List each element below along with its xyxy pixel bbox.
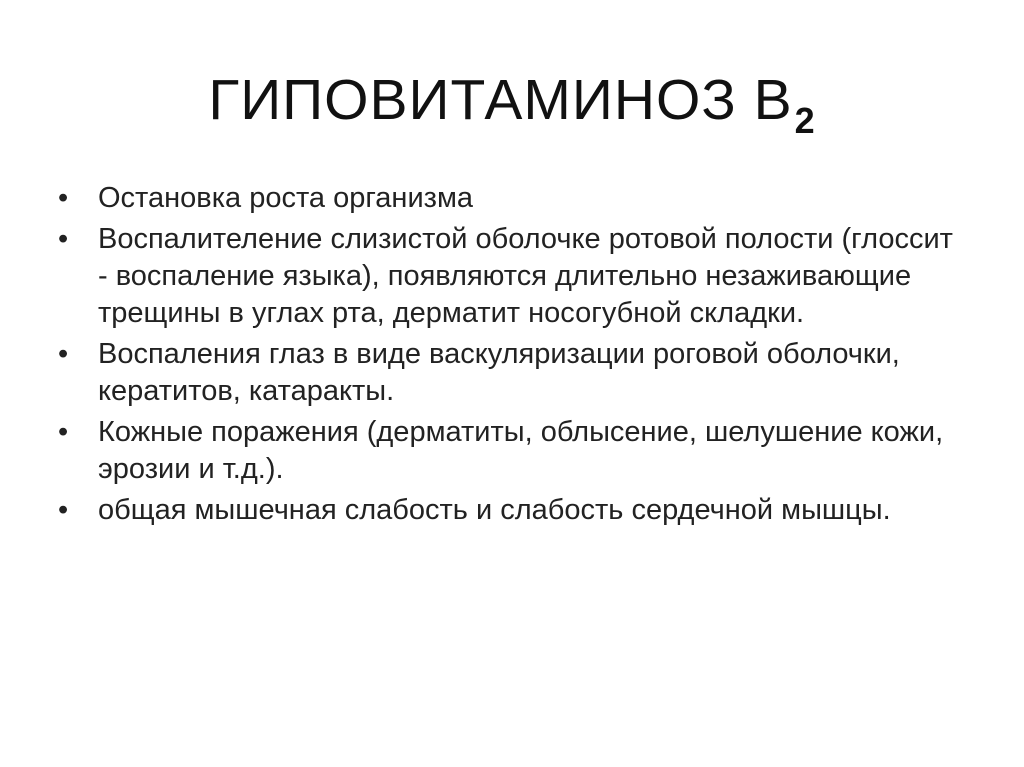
bullet-icon: • <box>58 338 69 370</box>
bullet-text: Остановка роста организма <box>98 182 474 214</box>
bullet-icon: • <box>58 416 69 448</box>
bullet-icon: • <box>58 494 69 526</box>
bullet-text: Воспаления глаз в виде васкуляризации роговой оболочки, кератитов, катаракты. <box>98 338 900 407</box>
bullet-item <box>58 221 958 332</box>
slide-title <box>0 60 1024 147</box>
slide-title-text: ГИПОВИТАМИНОЗ В <box>208 68 793 132</box>
bullet-text: Кожные поражения (дерматиты, облысение, шелушение кожи, эрозии и т.д.). <box>98 416 944 485</box>
bullet-icon: • <box>58 182 69 214</box>
bullet-item <box>58 414 958 488</box>
bullet-item <box>58 180 958 217</box>
bullet-text: общая мышечная слабость и слабость сердечной мышцы. <box>98 494 891 526</box>
bullet-list <box>58 180 958 533</box>
bullet-text: Воспалителение слизистой оболочке ротовой полости (глоссит - воспаление языка), появляются длительно незаживающие трещины в углах рта, дерматит носогубной складки. <box>98 223 953 329</box>
bullet-icon: • <box>58 223 69 255</box>
bullet-item <box>58 336 958 410</box>
bullet-item <box>58 492 958 529</box>
slide-title-subscript: 2 <box>794 100 816 141</box>
